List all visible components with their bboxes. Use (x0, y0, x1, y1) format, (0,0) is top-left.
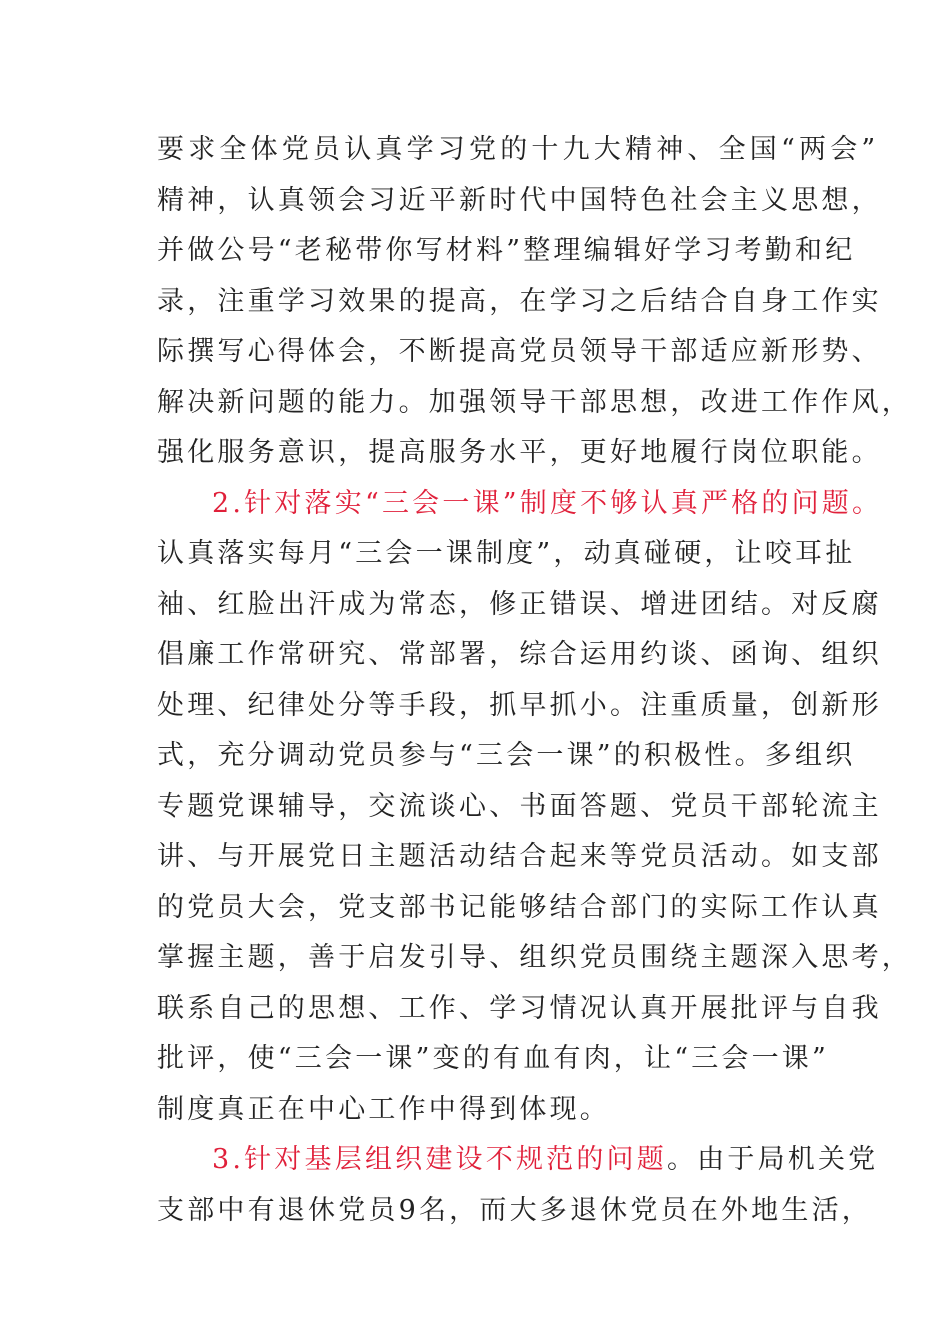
section-heading: 3.针对基层组织建设不规范的问题 (212, 1144, 667, 1175)
text-line: 倡廉工作常研究、常部署，综合运用约谈、函询、组织 (157, 639, 882, 670)
text-run: 。由于局机关党 (666, 1144, 879, 1175)
section-heading-line (157, 1135, 879, 1186)
text-line: 联系自己的思想、工作、学习情况认真开展批评与自我 (157, 992, 882, 1024)
text-line: 认真落实每月“三会一课制度”，动真碰硬，让咬耳扯 (157, 538, 856, 569)
text-line: 支部中有退休党员9名，而大多退休党员在外地生活， (157, 1194, 872, 1226)
text-line: 掌握主题，善于启发引导、组织党员围绕主题深入思考， (157, 942, 912, 973)
text-line: 强化服务意识，提高服务水平，更好地履行岗位职能。 (157, 437, 882, 468)
text-line: 解决新问题的能力。加强领导干部思想，改进工作作风， (157, 386, 912, 418)
text-line: 并做公号“老秘带你写材料”整理编辑好学习考勤和纪 (157, 235, 856, 266)
section-heading-line (157, 479, 883, 530)
text-line: 式，充分调动党员参与“三会一课”的积极性。多组织 (157, 740, 856, 771)
text-line: 要求全体党员认真学习党的十九大精神、全国“两会” (157, 134, 880, 165)
text-line: 处理、纪律处分等手段，抓早抓小。注重质量，创新形 (157, 689, 882, 721)
section-heading: 2.针对落实“三会一课”制度不够认真严格的问题。 (212, 487, 883, 519)
text-line: 袖、红脸出汗成为常态，修正错误、增进团结。对反腐 (157, 588, 882, 620)
text-line: 制度真正在中心工作中得到体现。 (157, 1093, 610, 1125)
text-line: 的党员大会，党支部书记能够结合部门的实际工作认真 (157, 891, 882, 923)
document-page (157, 125, 912, 1236)
text-line: 精神，认真领会习近平新时代中国特色社会主义思想， (157, 184, 882, 216)
text-line: 录，注重学习效果的提高，在学习之后结合自身工作实 (157, 285, 882, 317)
text-line: 专题党课辅导，交流谈心、书面答题、党员干部轮流主 (157, 790, 882, 822)
text-line: 际撰写心得体会，不断提高党员领导干部适应新形势、 (157, 336, 882, 367)
text-line: 讲、与开展党日主题活动结合起来等党员活动。如支部 (157, 841, 882, 872)
text-line: 批评，使“三会一课”变的有血有肉，让“三会一课” (157, 1043, 830, 1074)
